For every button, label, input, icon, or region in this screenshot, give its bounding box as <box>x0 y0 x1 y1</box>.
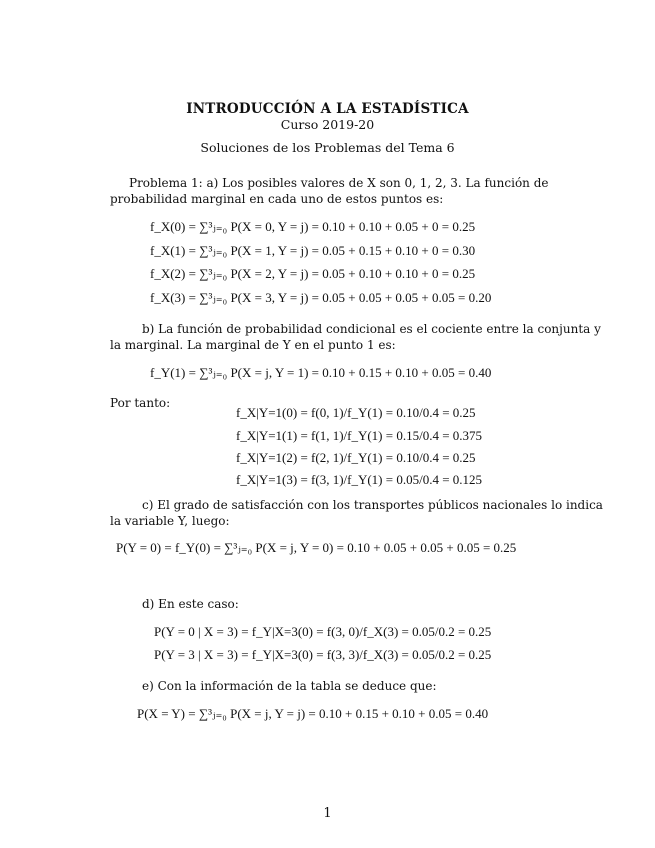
part-c-line-2: la variable Y, luego: <box>110 514 230 528</box>
marginal-fx-3: f_X(3) = ∑³ⱼ₌₀ P(X = 3, Y = j) = 0.05 + 0.05 + 0.05 + 0.05 = 0.20 <box>150 290 492 305</box>
part-b-line-1: b) La función de probabilidad condicional es el cociente entre la conjunta y <box>142 322 601 336</box>
marginal-fx-1: f_X(1) = ∑³ⱼ₌₀ P(X = 1, Y = j) = 0.05 + 0.15 + 0.10 + 0 = 0.30 <box>150 243 476 258</box>
page-number: 1 <box>323 806 332 821</box>
marginal-fy-1: f_Y(1) = ∑³ⱼ₌₀ P(X = j, Y = 1) = 0.10 + 0.15 + 0.10 + 0.05 = 0.40 <box>150 365 492 380</box>
por-tanto-label: Por tanto: <box>110 396 171 410</box>
part-a-line-2: probabilidad marginal en cada uno de estos puntos es: <box>110 192 444 206</box>
document-title: INTRODUCCIÓN A LA ESTADÍSTICA <box>186 101 469 117</box>
part-b-line-2: la marginal. La marginal de Y en el punto 1 es: <box>110 338 396 352</box>
part-d-line: d) En este caso: <box>142 597 239 611</box>
part-c-line-1: c) El grado de satisfacción con los transportes públicos nacionales lo indica <box>142 498 603 512</box>
part-a-line-1: Problema 1: a) Los posibles valores de X son 0, 1, 2, 3. La función de <box>129 176 549 190</box>
part-e-line: e) Con la información de la tabla se deduce que: <box>142 679 437 693</box>
document-subtitle: Soluciones de los Problemas del Tema 6 <box>200 140 455 155</box>
marginal-fx-2: f_X(2) = ∑³ⱼ₌₀ P(X = 2, Y = j) = 0.05 + 0.10 + 0.10 + 0 = 0.25 <box>150 266 476 281</box>
marginal-fx-0: f_X(0) = ∑³ⱼ₌₀ P(X = 0, Y = j) = 0.10 + 0.10 + 0.05 + 0 = 0.25 <box>150 219 476 234</box>
conditional-fx-3: f_X|Y=1(3) = f(3, 1)/f_Y(1) = 0.05/0.4 = 0.125 <box>236 472 483 487</box>
conditional-y0-given-x3: P(Y = 0 | X = 3) = f_Y|X=3(0) = f(3, 0)/f_X(3) = 0.05/0.2 = 0.25 <box>154 624 492 639</box>
prob-y-0: P(Y = 0) = f_Y(0) = ∑³ⱼ₌₀ P(X = j, Y = 0) = 0.10 + 0.05 + 0.05 + 0.05 = 0.25 <box>116 540 517 555</box>
conditional-fx-1: f_X|Y=1(1) = f(1, 1)/f_Y(1) = 0.15/0.4 = 0.375 <box>236 428 483 443</box>
conditional-fx-2: f_X|Y=1(2) = f(2, 1)/f_Y(1) = 0.10/0.4 = 0.25 <box>236 450 476 465</box>
prob-x-equals-y: P(X = Y) = ∑³ⱼ₌₀ P(X = j, Y = j) = 0.10 + 0.15 + 0.10 + 0.05 = 0.40 <box>137 706 489 721</box>
conditional-y3-given-x3: P(Y = 3 | X = 3) = f_Y|X=3(0) = f(3, 3)/f_X(3) = 0.05/0.2 = 0.25 <box>154 647 492 662</box>
course-line: Curso 2019-20 <box>280 117 375 132</box>
conditional-fx-0: f_X|Y=1(0) = f(0, 1)/f_Y(1) = 0.10/0.4 = 0.25 <box>236 405 476 420</box>
